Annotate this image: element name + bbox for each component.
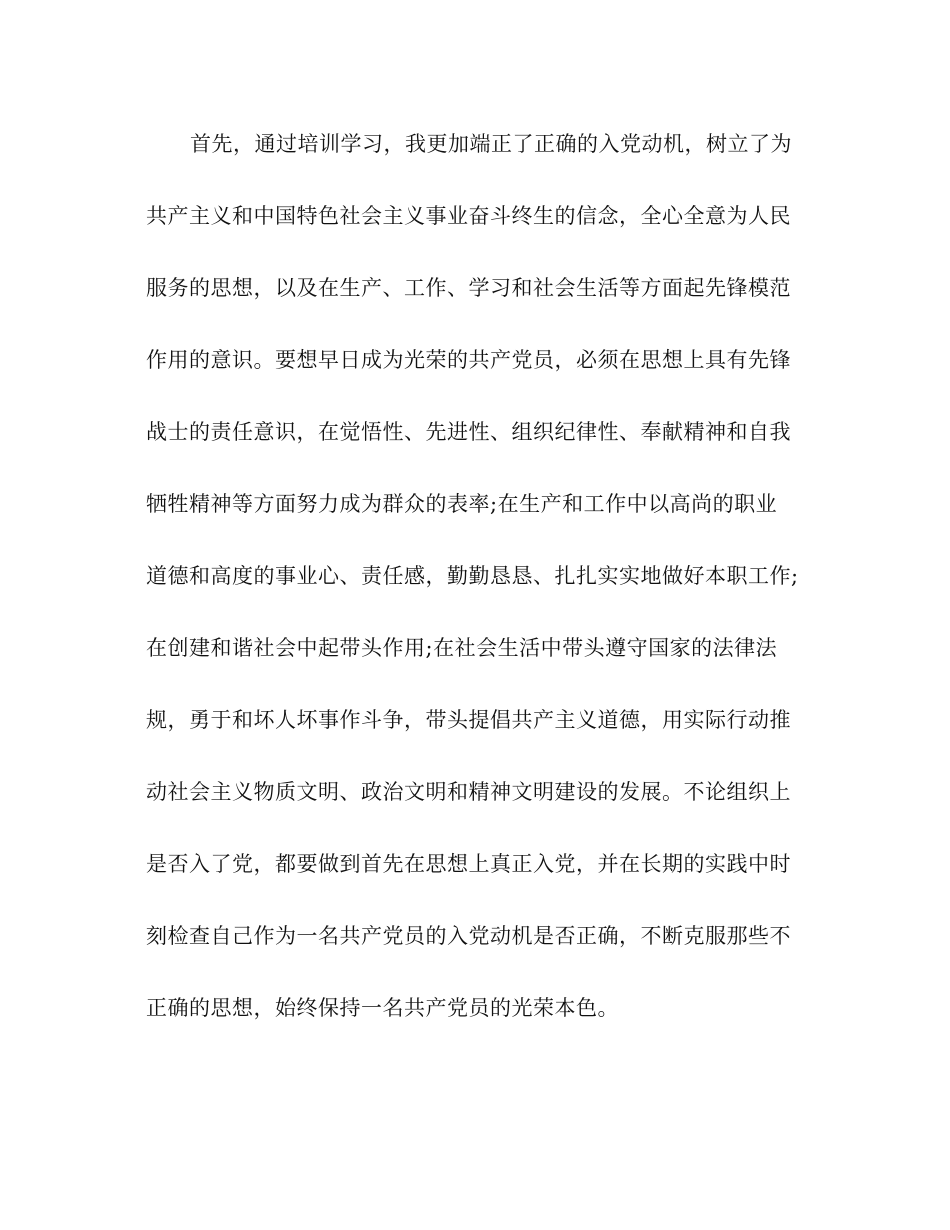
paragraph-line: 服务的思想，以及在生产、工作、学习和社会生活等方面起先锋模范 xyxy=(146,276,791,300)
paragraph-line: 共产主义和中国特色社会主义事业奋斗终生的信念，全心全意为人民 xyxy=(146,204,791,228)
paragraph-line: 是否入了党，都要做到首先在思想上真正入党，并在长期的实践中时 xyxy=(146,852,791,876)
paragraph-line: 规，勇于和坏人坏事作斗争，带头提倡共产主义道德，用实际行动推 xyxy=(146,708,791,732)
paragraph-line: 作用的意识。要想早日成为光荣的共产党员，必须在思想上具有先锋 xyxy=(146,348,791,372)
paragraph-line: 正确的思想，始终保持一名共产党员的光荣本色。 xyxy=(146,996,619,1020)
paragraph-line: 动社会主义物质文明、政治文明和精神文明建设的发展。不论组织上 xyxy=(146,780,791,804)
paragraph-line: 刻检查自己作为一名共产党员的入党动机是否正确，不断克服那些不 xyxy=(146,924,791,948)
paragraph-line: 首先，通过培训学习，我更加端正了正确的入党动机，树立了为 xyxy=(190,132,792,156)
paragraph-line: 牺牲精神等方面努力成为群众的表率;在生产和工作中以高尚的职业 xyxy=(146,492,778,516)
paragraph-line: 在创建和谐社会中起带头作用;在社会生活中带头遵守国家的法律法 xyxy=(146,636,778,660)
paragraph-line: 道德和高度的事业心、责任感，勤勤恳恳、扎扎实实地做好本职工作; xyxy=(146,564,799,588)
paragraph-line: 战士的责任意识，在觉悟性、先进性、组织纪律性、奉献精神和自我 xyxy=(146,420,791,444)
body-paragraph xyxy=(146,126,826,1062)
